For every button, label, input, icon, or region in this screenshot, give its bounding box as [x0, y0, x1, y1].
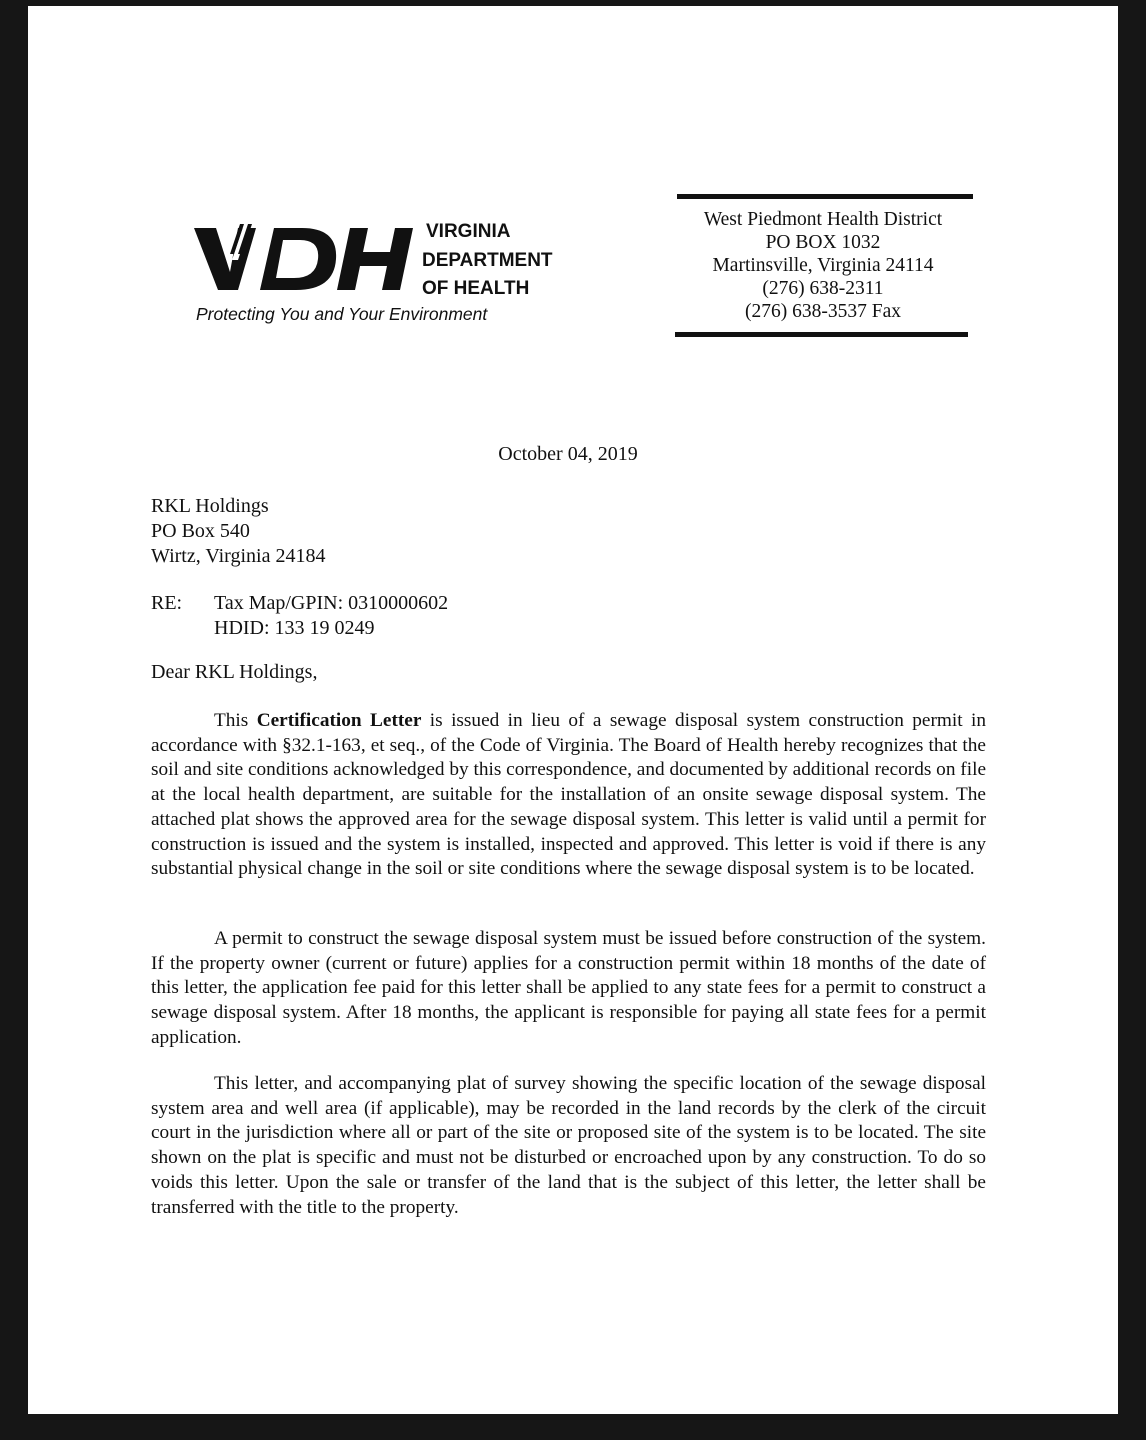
recipient-line: PO Box 540 [151, 520, 250, 542]
vdh-logo-mark [190, 216, 422, 296]
vdh-department-name [422, 218, 553, 304]
paragraph-permit: A permit to construct the sewage disposal system must be issued before construction of the system. If the property owner (current or future) applies for a construction permit within 18 months of the date of this letter, the application fee paid for this letter shall be applied to any state fees for a permit to construct a sewage disposal system. After 18 months, the applicant is responsible for paying all state fees for a permit application. [151, 928, 986, 1048]
paragraph-recording: This letter, and accompanying plat of survey showing the specific location of the sewage disposal system area and well area (if applicable), may be recorded in the land records by the clerk of the circuit court in the jurisdiction where all or part of the site or proposed site of the system is to be located. The site shown on the plat is specific and must not be disturbed or encroached upon by any construction. To do so voids this letter. Upon the sale or transfer of the land that is the subject of this letter, the letter shall be transferred with the title to the property. [151, 1073, 986, 1218]
address-bottom-rule [675, 332, 968, 337]
paragraph-text: is issued in lieu of a sewage disposal system construction permit in accordance with §32.1-163, et seq., of the Code of Virginia. The Board of Health hereby recognizes that the soil and site conditions acknowledged by this correspondence, and documented by additional records on file at the local health department, are suitable for the installation of an onsite sewage disposal system. The attached plat shows the approved area for the sewage disposal system. This letter is valid until a permit for construction is issued and the system is installed, inspected and approved. This letter is void if there is any substantial physical change in the soil or site conditions where the sewage disposal system is to be located. [151, 710, 986, 880]
recipient-line: RKL Holdings [151, 495, 269, 517]
dept-line: DEPARTMENT [422, 249, 553, 271]
address-line: Martinsville, Virginia 24114 [712, 255, 934, 276]
recipient-line: Wirtz, Virginia 24184 [151, 545, 326, 567]
dept-line: OF HEALTH [422, 278, 530, 299]
re-label: RE: [151, 592, 183, 614]
re-line: Tax Map/GPIN: 0310000602 [214, 592, 449, 614]
vdh-logo [190, 216, 590, 336]
recipient-address [151, 494, 325, 569]
re-line: HDID: 133 19 0249 [214, 617, 375, 639]
letter-page [28, 6, 1118, 1414]
vdh-tagline: Protecting You and Your Environment [196, 304, 488, 324]
address-line: (276) 638-3537 Fax [745, 301, 901, 322]
dept-line: VIRGINIA [426, 221, 511, 242]
certification-letter-term: Certification Letter [256, 710, 422, 731]
salutation: Dear RKL Holdings, [151, 661, 318, 683]
paragraph-certification [151, 709, 986, 882]
address-line: (276) 638-2311 [762, 278, 884, 299]
paragraph-lead: This [214, 710, 257, 731]
letter-date: October 04, 2019 [498, 443, 638, 465]
address-line: PO BOX 1032 [765, 232, 881, 253]
address-line: West Piedmont Health District [703, 209, 943, 230]
district-address-block [673, 194, 973, 337]
